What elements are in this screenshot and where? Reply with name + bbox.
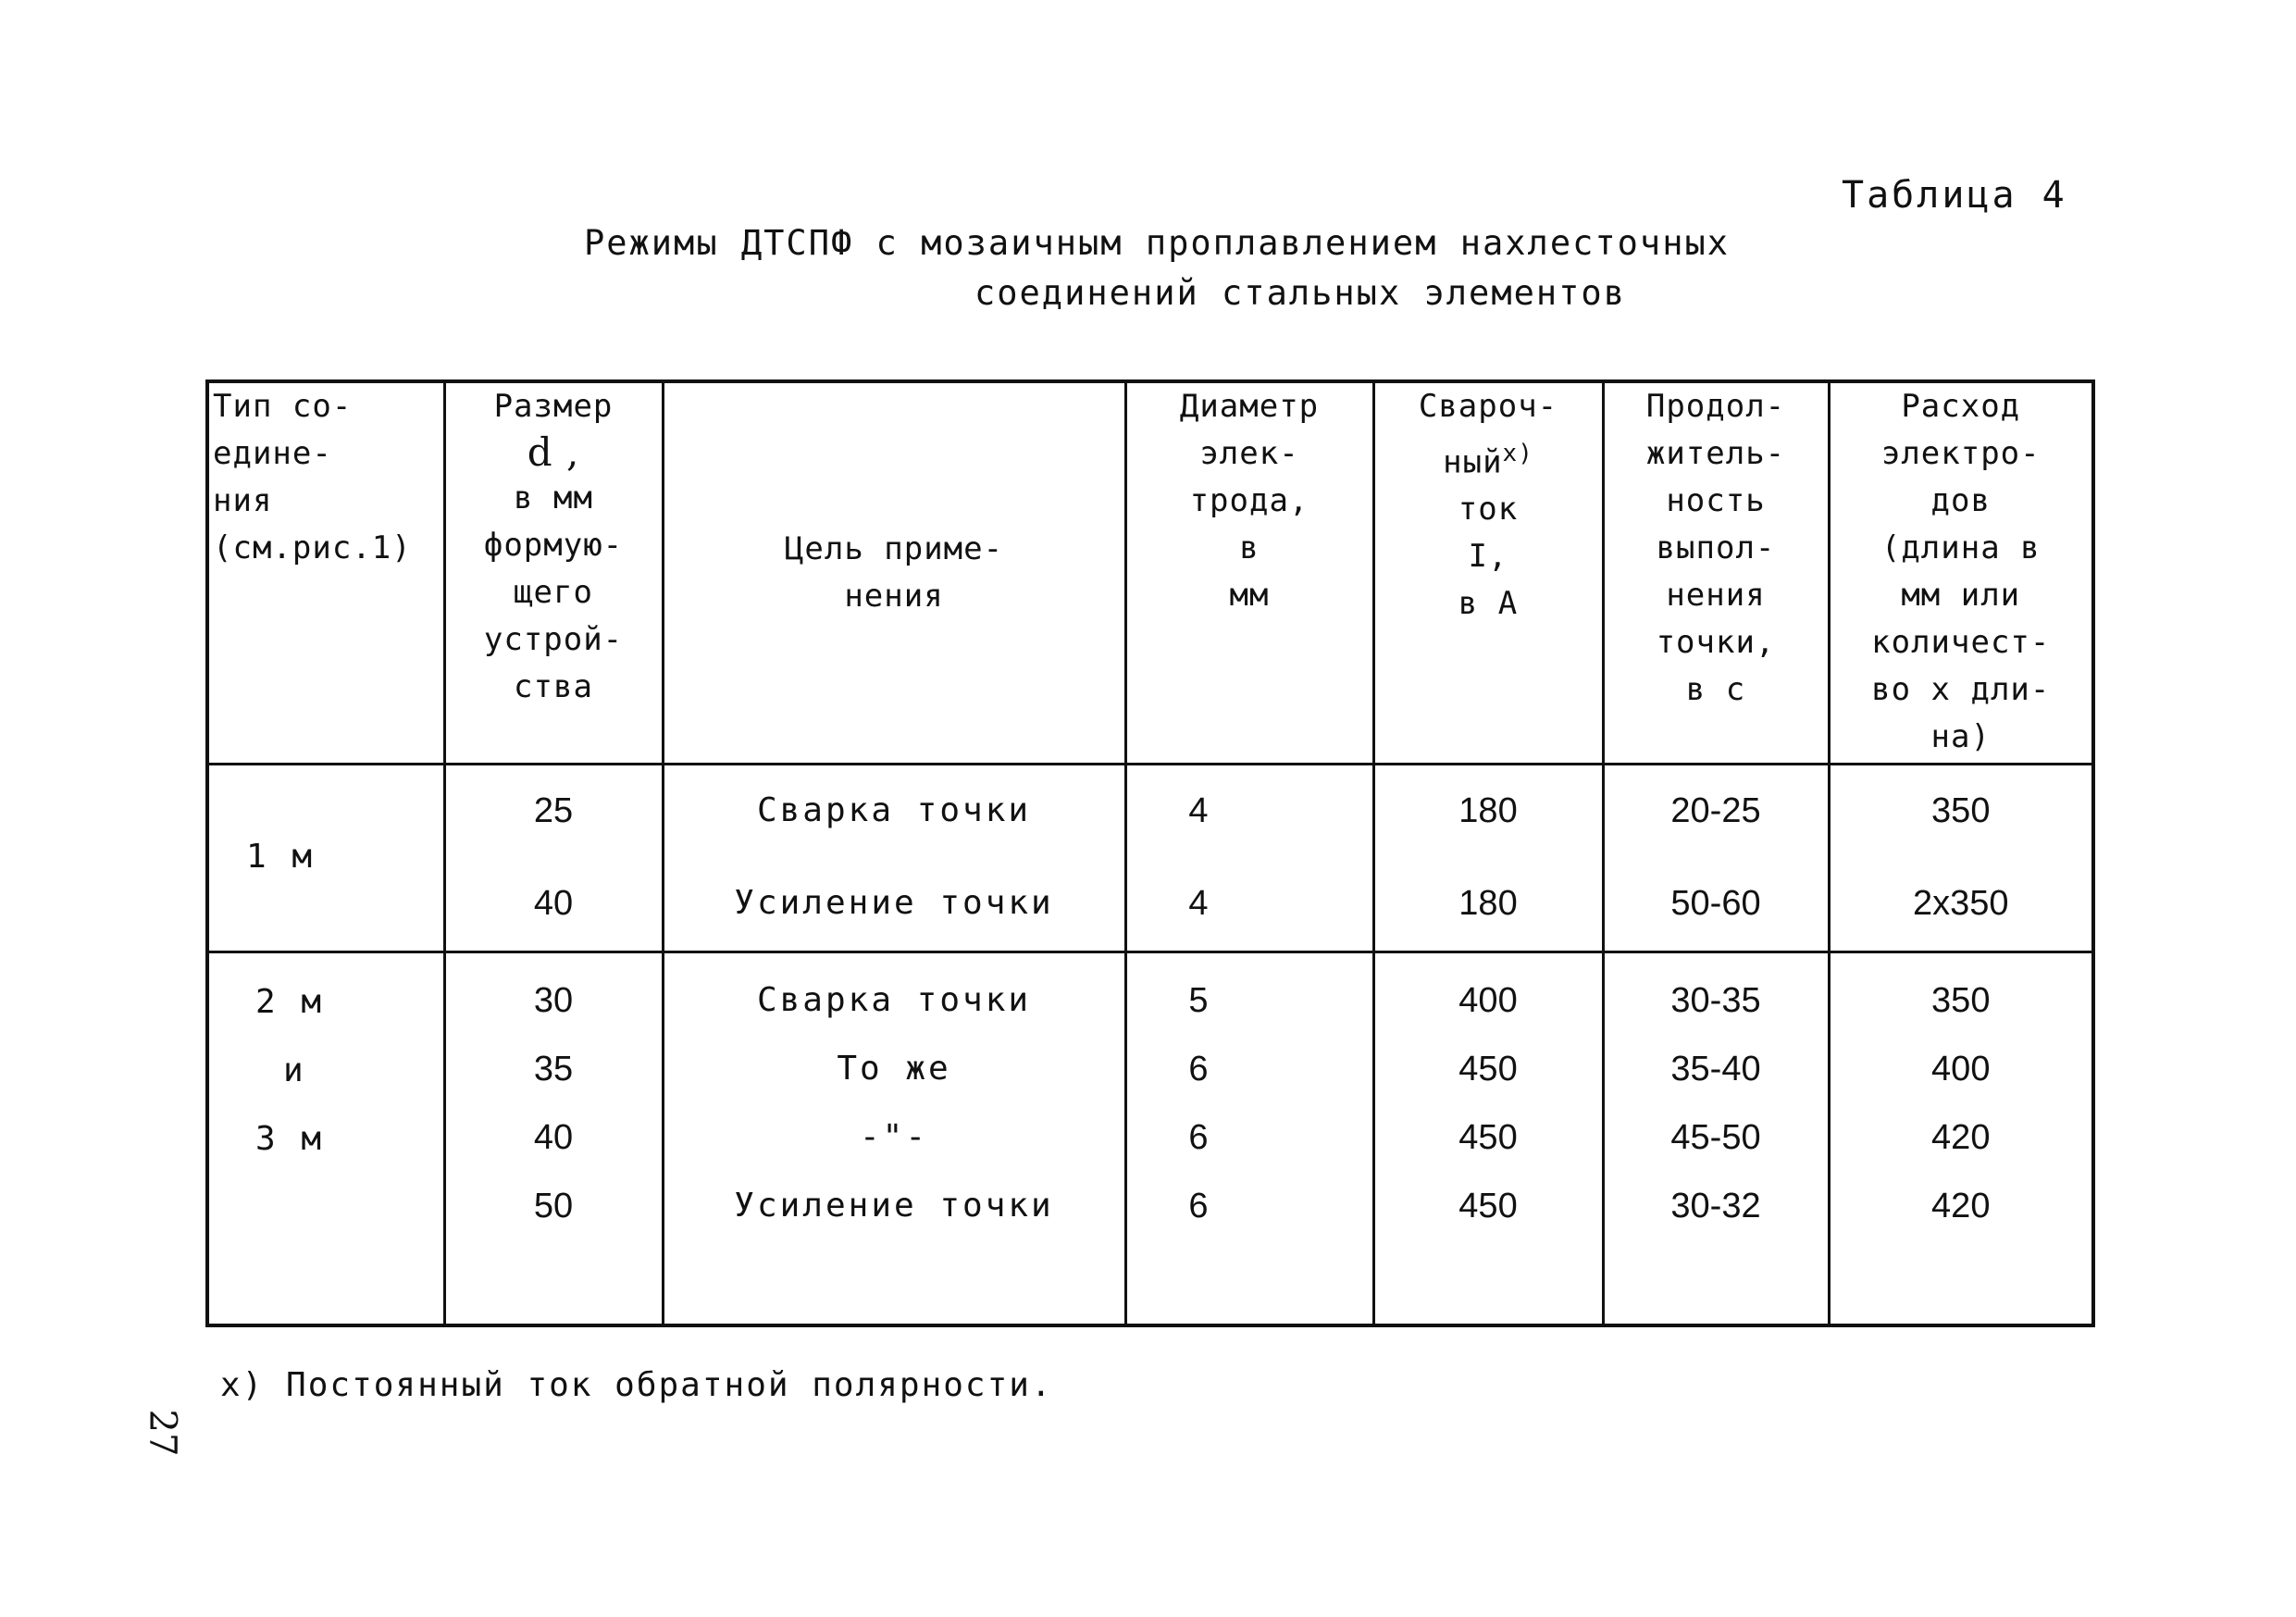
cell-size: 30 35 40 50 xyxy=(444,952,663,1326)
title-line-2: соединений стальных элементов xyxy=(974,273,1626,313)
cell-size: 25 40 xyxy=(444,765,663,952)
table-label: Таблица 4 xyxy=(1842,174,2067,217)
title-line-1: Режимы ДТСПФ с мозаичным проплавлением нахлесточных xyxy=(583,223,1731,263)
footnote-marker: x) xyxy=(220,1366,265,1404)
cell-purpose: Сварка точки Усиление точки xyxy=(663,765,1125,952)
cell-connection-type: 1 м xyxy=(207,765,444,952)
footnote-text: Постоянный ток обратной полярности. xyxy=(286,1366,1053,1404)
header-purpose: Цель приме- нения xyxy=(663,381,1125,765)
header-electrode-consumption: Расход электро- дов (длина в мм или количест- во х дли- на) xyxy=(1829,381,2093,765)
footnote-marker: x) xyxy=(1502,440,1533,467)
table-title xyxy=(370,218,1943,318)
cell-duration: 20-25 50-60 xyxy=(1603,765,1829,952)
header-connection-type: Тип со- едине- ния (см.рис.1) xyxy=(207,381,444,765)
header-duration: Продол- житель- ность выпол- нения точки, в с xyxy=(1603,381,1829,765)
cell-consumption: 350 2x350 xyxy=(1829,765,2093,952)
header-electrode-diameter: Диаметр элек- трода, в мм xyxy=(1125,381,1373,765)
cell-diameter: 4 4 xyxy=(1125,765,1373,952)
cell-connection-type: 2 м и 3 м xyxy=(207,952,444,1326)
cell-consumption: 350 400 420 420 xyxy=(1829,952,2093,1326)
cell-purpose: Сварка точки То же -"- Усиление точки xyxy=(663,952,1125,1326)
header-size: Размер d , в мм формую- щего устрой- ства xyxy=(444,381,663,765)
cell-diameter: 5 6 6 6 xyxy=(1125,952,1373,1326)
cell-duration: 30-35 35-40 45-50 30-32 xyxy=(1603,952,1829,1326)
welding-modes-table xyxy=(205,379,2095,1327)
table-row-group-1 xyxy=(207,765,2093,952)
page-number: 27 xyxy=(141,1409,184,1457)
table-row-group-2 xyxy=(207,952,2093,1326)
header-welding-current: Свароч- ный$^{x)}$ ток I, в А xyxy=(1373,381,1603,765)
cell-current: 400 450 450 450 xyxy=(1373,952,1603,1326)
header-row xyxy=(207,381,2093,765)
cell-current: 180 180 xyxy=(1373,765,1603,952)
footnote xyxy=(220,1366,1053,1404)
